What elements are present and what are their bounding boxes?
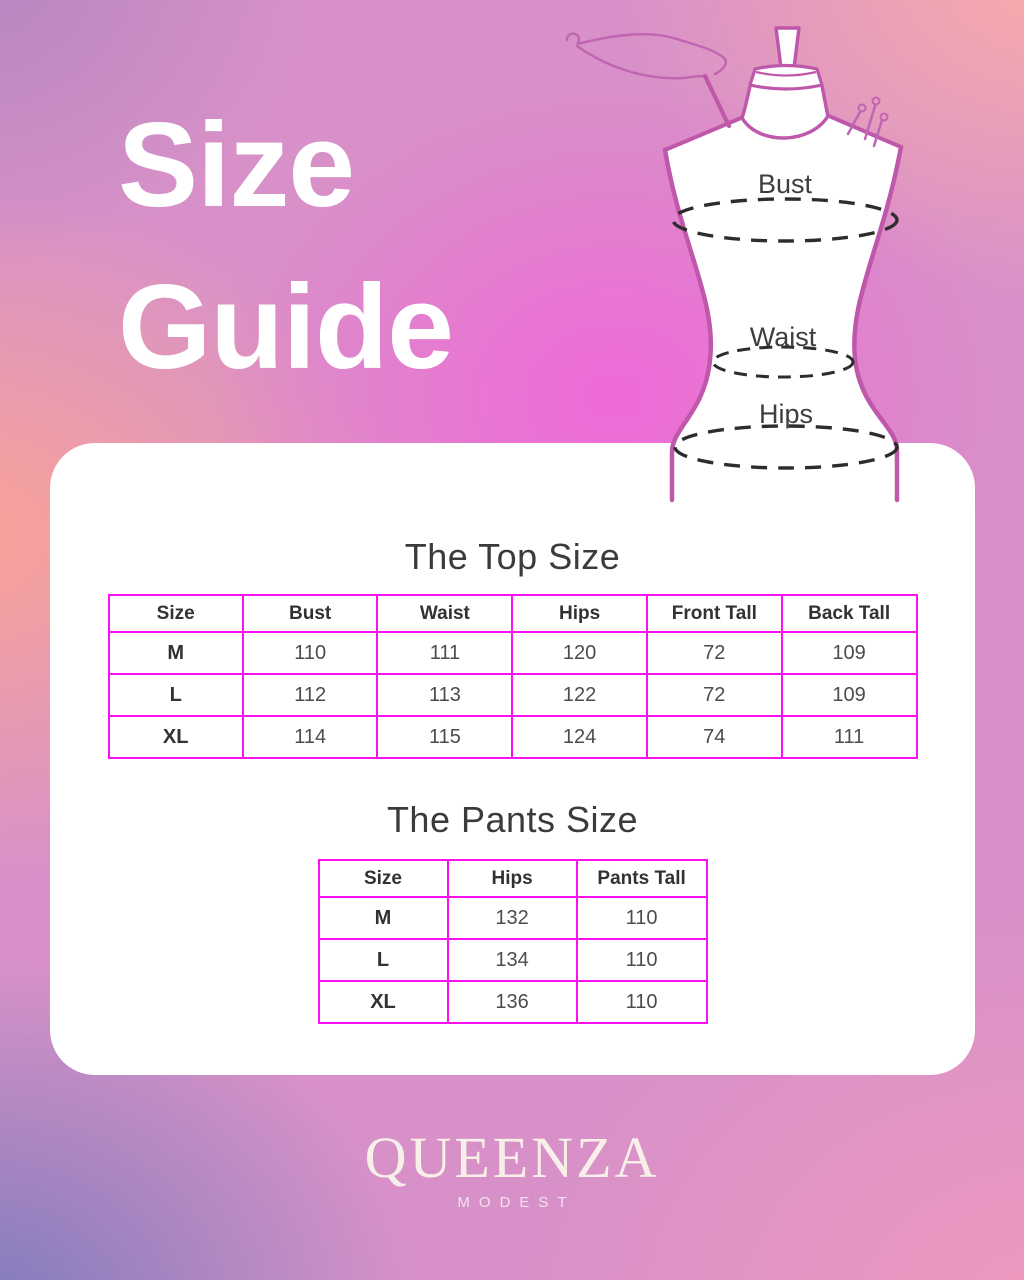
pants-xl-hips: 136 [448,981,577,1023]
top-header-size: Size [109,595,243,632]
top-header-waist: Waist [377,595,512,632]
brand-logo [0,1125,1024,1211]
top-size-m: M [109,632,243,674]
top-header-bust: Bust [243,595,378,632]
pants-header-pants-tall: Pants Tall [577,860,707,897]
top-l-front-tall: 72 [647,674,782,716]
page-title-line1: Size [118,98,355,232]
pants-xl-tall: 110 [577,981,707,1023]
top-l-waist: 113 [377,674,512,716]
top-m-hips: 120 [512,632,647,674]
table-row [319,897,707,939]
top-m-back-tall: 109 [782,632,917,674]
mannequin-neck-cap [750,66,822,90]
top-size-table [108,594,918,759]
table-row [109,632,917,674]
top-xl-hips: 124 [512,716,647,758]
table-row [319,981,707,1023]
pants-header-hips: Hips [448,860,577,897]
pants-size-l: L [319,939,448,981]
top-m-bust: 110 [243,632,378,674]
page-title-line2: Guide [118,260,454,394]
pants-size-m: M [319,897,448,939]
needle-icon [705,76,729,126]
table-row [319,939,707,981]
mannequin-svg [545,0,1024,560]
waist-label: Waist [749,322,817,352]
top-xl-front-tall: 74 [647,716,782,758]
top-xl-bust: 114 [243,716,378,758]
top-size-xl: XL [109,716,243,758]
hips-label: Hips [758,399,814,429]
thread-lower-strand [577,46,707,78]
pants-size-table-title: The Pants Size [386,799,639,840]
top-size-header-row [109,595,917,632]
mannequin-illustration [545,0,1024,560]
top-header-back-tall: Back Tall [782,595,917,632]
top-l-hips: 122 [512,674,647,716]
pants-size-header-row [319,860,707,897]
table-row [109,716,917,758]
top-size-table-title: The Top Size [404,536,621,577]
top-m-waist: 111 [377,632,512,674]
brand-name: QUEENZA [364,1125,660,1190]
top-m-front-tall: 72 [647,632,782,674]
top-xl-back-tall: 111 [782,716,917,758]
mannequin-finial [776,28,799,68]
pants-l-tall: 110 [577,939,707,981]
pants-header-size: Size [319,860,448,897]
pants-l-hips: 134 [448,939,577,981]
pants-size-table [318,859,708,1024]
top-l-back-tall: 109 [782,674,917,716]
page-title [118,84,453,408]
top-xl-waist: 115 [377,716,512,758]
top-l-bust: 112 [243,674,378,716]
top-header-hips: Hips [512,595,647,632]
top-size-l: L [109,674,243,716]
pants-m-tall: 110 [577,897,707,939]
pants-size-xl: XL [319,981,448,1023]
bust-label: Bust [757,169,813,199]
top-header-front-tall: Front Tall [647,595,782,632]
pants-m-hips: 132 [448,897,577,939]
table-row [109,674,917,716]
brand-tagline: MODEST [457,1194,576,1211]
